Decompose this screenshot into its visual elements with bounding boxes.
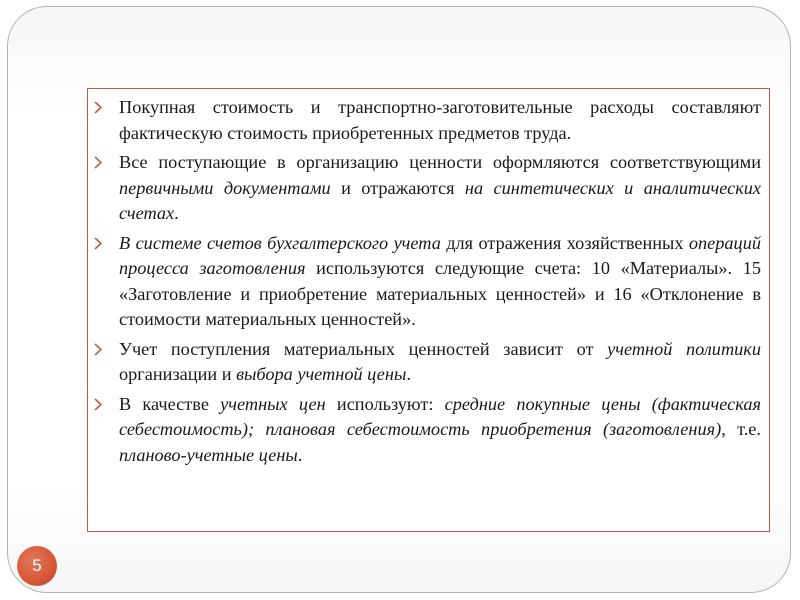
list-item <box>119 95 761 146</box>
paragraph-text: , т.е. <box>721 419 761 439</box>
emphasized-text: средние покупные цены (фактическая себестоимость); плановая себестоимость приобретения (заготовления) <box>119 393 761 439</box>
double-chevron-right-icon <box>91 337 105 362</box>
paragraph-text: Учет поступления материальных ценностей зависит от <box>119 338 608 359</box>
emphasized-text: первичными документами <box>119 177 331 198</box>
page-number-badge: 5 <box>17 546 57 586</box>
paragraph-text: используются следующие счета: 10 «Материалы». 15 «Заготовление и приобретение материальных ценностей» и 16 «Отклонение в стоимости материальных ценностей». <box>119 258 761 329</box>
emphasized-text: выбора учетной цены <box>236 364 407 384</box>
paragraph-text: Все поступающие в организацию ценности оформляются соответствующими <box>119 152 761 172</box>
paragraph-text: . <box>406 364 411 384</box>
content-box <box>87 88 770 532</box>
double-chevron-right-icon <box>91 392 105 417</box>
double-chevron-right-icon <box>91 150 105 175</box>
emphasized-text: учетной политики <box>607 338 761 359</box>
list-item <box>119 392 761 469</box>
paragraph-text: Покупная стоимость и транспортно-заготовительные расходы составляют фактическую стоимость приобретенных предметов труда. <box>119 97 761 143</box>
paragraph-text: . <box>297 444 303 465</box>
paragraph-text: В качестве <box>119 393 221 414</box>
double-chevron-right-icon <box>91 95 105 120</box>
paragraph-text: организации и <box>119 364 237 384</box>
paragraph-text: используют: <box>325 393 445 414</box>
slide-frame <box>7 6 791 593</box>
paragraph-text: . <box>174 203 179 223</box>
emphasized-text: на синтетических и аналитических счетах <box>119 177 762 223</box>
bullet-list <box>119 95 761 472</box>
list-item <box>119 337 761 388</box>
emphasized-text: В системе счетов бухгалтерского учета <box>119 232 441 253</box>
double-chevron-right-icon <box>91 231 105 256</box>
emphasized-text: операций процесса заготовления <box>119 232 761 278</box>
paragraph-text: для отражения хозяйственных <box>440 232 689 253</box>
list-item <box>119 150 761 227</box>
emphasized-text: планово-учетные цены <box>119 444 298 465</box>
list-item <box>119 231 761 333</box>
paragraph-text: и отражаются <box>330 177 465 198</box>
emphasized-text: учетных цен <box>220 393 326 414</box>
